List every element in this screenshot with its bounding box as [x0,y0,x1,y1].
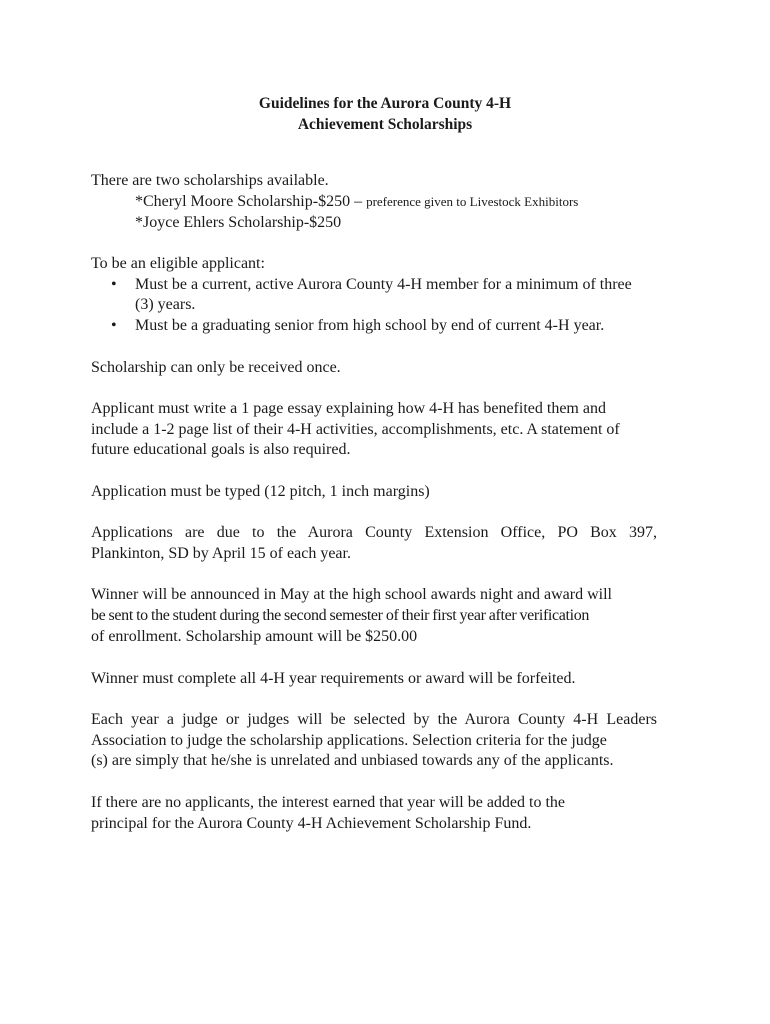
due-date-line-2: Plankinton, SD by April 15 of each year. [91,545,351,562]
essay-requirement-line-1: Applicant must write a 1 page essay explaining how 4-H has benefited them and [91,400,606,417]
once-rule: Scholarship can only be received once. [91,359,341,376]
scholarship-cheryl-moore-name: *Cheryl Moore Scholarship-$250 – [135,193,363,210]
intro-text: There are two scholarships available. [91,172,329,189]
due-date-line-1: Applications are due to the Aurora County Extension Office, PO Box 397, [91,524,657,541]
scholarship-cheryl-moore-note: preference given to Livestock Exhibitors [366,194,579,209]
interest-rule-line-2: principal for the Aurora County 4-H Achievement Scholarship Fund. [91,815,532,832]
bullet-marker: • [111,276,117,293]
scholarship-cheryl-moore [135,192,578,212]
bullet-marker: • [111,317,117,334]
eligibility-bullet-2: Must be a graduating senior from high school by end of current 4-H year. [135,317,605,334]
judge-selection-line-2: Association to judge the scholarship applications. Selection criteria for the judge [91,732,607,749]
eligibility-bullet-1-line-2: (3) years. [135,296,196,313]
document-title-line-2: Achievement Scholarships [297,116,473,133]
winner-announcement-line-1: Winner will be announced in May at the high school awards night and award will [91,586,612,603]
document-title-line-1: Guidelines for the Aurora County 4-H [258,95,512,112]
essay-requirement-line-3: future educational goals is also required. [91,441,351,458]
eligibility-bullet-1-line-1: Must be a current, active Aurora County 4-H member for a minimum of three [135,276,632,293]
scholarship-joyce-ehlers: *Joyce Ehlers Scholarship-$250 [135,214,342,231]
essay-requirement-line-2: include a 1-2 page list of their 4-H activities, accomplishments, etc. A statement of [91,421,620,438]
forfeit-rule: Winner must complete all 4-H year requirements or award will be forfeited. [91,670,576,687]
typed-rule: Application must be typed (12 pitch, 1 inch margins) [91,483,430,500]
winner-announcement-line-2: be sent to the student during the second semester of their first year after verification [91,607,590,624]
interest-rule-line-1: If there are no applicants, the interest earned that year will be added to the [91,794,566,811]
eligibility-heading: To be an eligible applicant: [91,255,265,272]
judge-selection-line-3: (s) are simply that he/she is unrelated and unbiased towards any of the applicants. [91,752,614,769]
judge-selection-line-1: Each year a judge or judges will be selected by the Aurora County 4-H Leaders [91,711,657,728]
winner-announcement-line-3: of enrollment. Scholarship amount will be $250.00 [91,628,418,645]
